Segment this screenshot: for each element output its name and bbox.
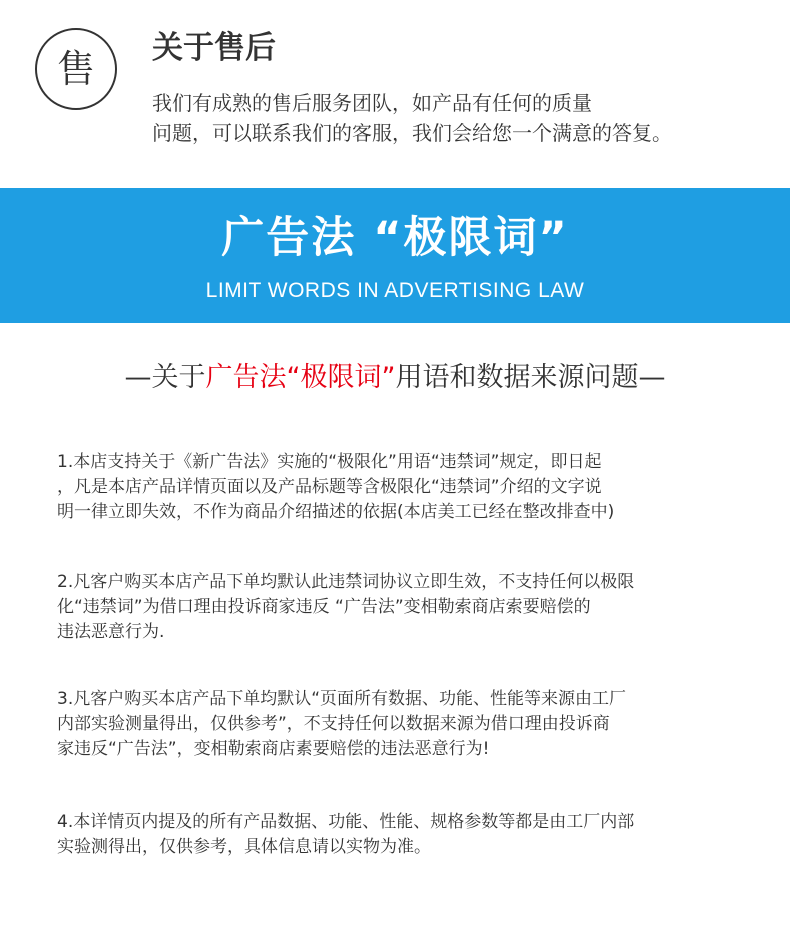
after-sales-badge-icon: 售 [35, 28, 117, 110]
rule-line: 家违反“广告法”，变相勒索商店素要赔偿的违法恶意行为! [57, 739, 490, 759]
rule-line: 2.凡客户购买本店产品下单均默认此违禁词协议立即生效，不支持任何以极限 [57, 572, 635, 592]
section-heading [0, 358, 790, 398]
rule-line: 实验测得出，仅供参考，具体信息请以实物为准。 [57, 837, 431, 857]
rule-line: 3.凡客户购买本店产品下单均默认“页面所有数据、功能、性能等来源由工厂 [57, 689, 627, 709]
rule-line: 违法恶意行为. [57, 622, 165, 642]
rule-item [57, 450, 747, 525]
rule-item [57, 810, 747, 860]
after-sales-desc-line: 问题，可以联系我们的客服，我们会给您一个满意的答复。 [152, 121, 672, 145]
banner-title: 广告法 “极限词” [221, 213, 569, 263]
rule-line: ，凡是本店产品详情页面以及产品标题等含极限化“违禁词”介绍的文字说 [57, 477, 602, 497]
rule-line: 化“违禁词”为借口理由投诉商家违反 “广告法”变相勒索商店索要赔偿的 [57, 597, 591, 617]
banner-subtitle: LIMIT WORDS IN ADVERTISING LAW [205, 279, 585, 302]
ad-law-banner [0, 188, 790, 323]
rule-line: 4.本详情页内提及的所有产品数据、功能、性能、规格参数等都是由工厂内部 [57, 812, 635, 832]
rule-item [57, 570, 747, 645]
rule-line: 内部实验测量得出，仅供参考”，不支持任何以数据来源为借口理由投诉商 [57, 714, 610, 734]
section-heading-highlight: 广告法“极限词” [205, 362, 396, 393]
rule-line: 明一律立即失效，不作为商品介绍描述的依据(本店美工已经在整改排查中) [57, 502, 615, 522]
after-sales-title: 关于售后 [152, 30, 276, 66]
section-heading-prefix: —关于 [124, 362, 206, 393]
rule-item [57, 687, 747, 762]
rule-line: 1.本店支持关于《新广告法》实施的“极限化”用语“违禁词”规定，即日起 [57, 452, 602, 472]
after-sales-section [0, 0, 790, 188]
section-heading-suffix: 用语和数据来源问题— [395, 362, 666, 393]
after-sales-desc-line: 我们有成熟的售后服务团队，如产品有任何的质量 [152, 91, 592, 115]
after-sales-description [152, 88, 772, 148]
